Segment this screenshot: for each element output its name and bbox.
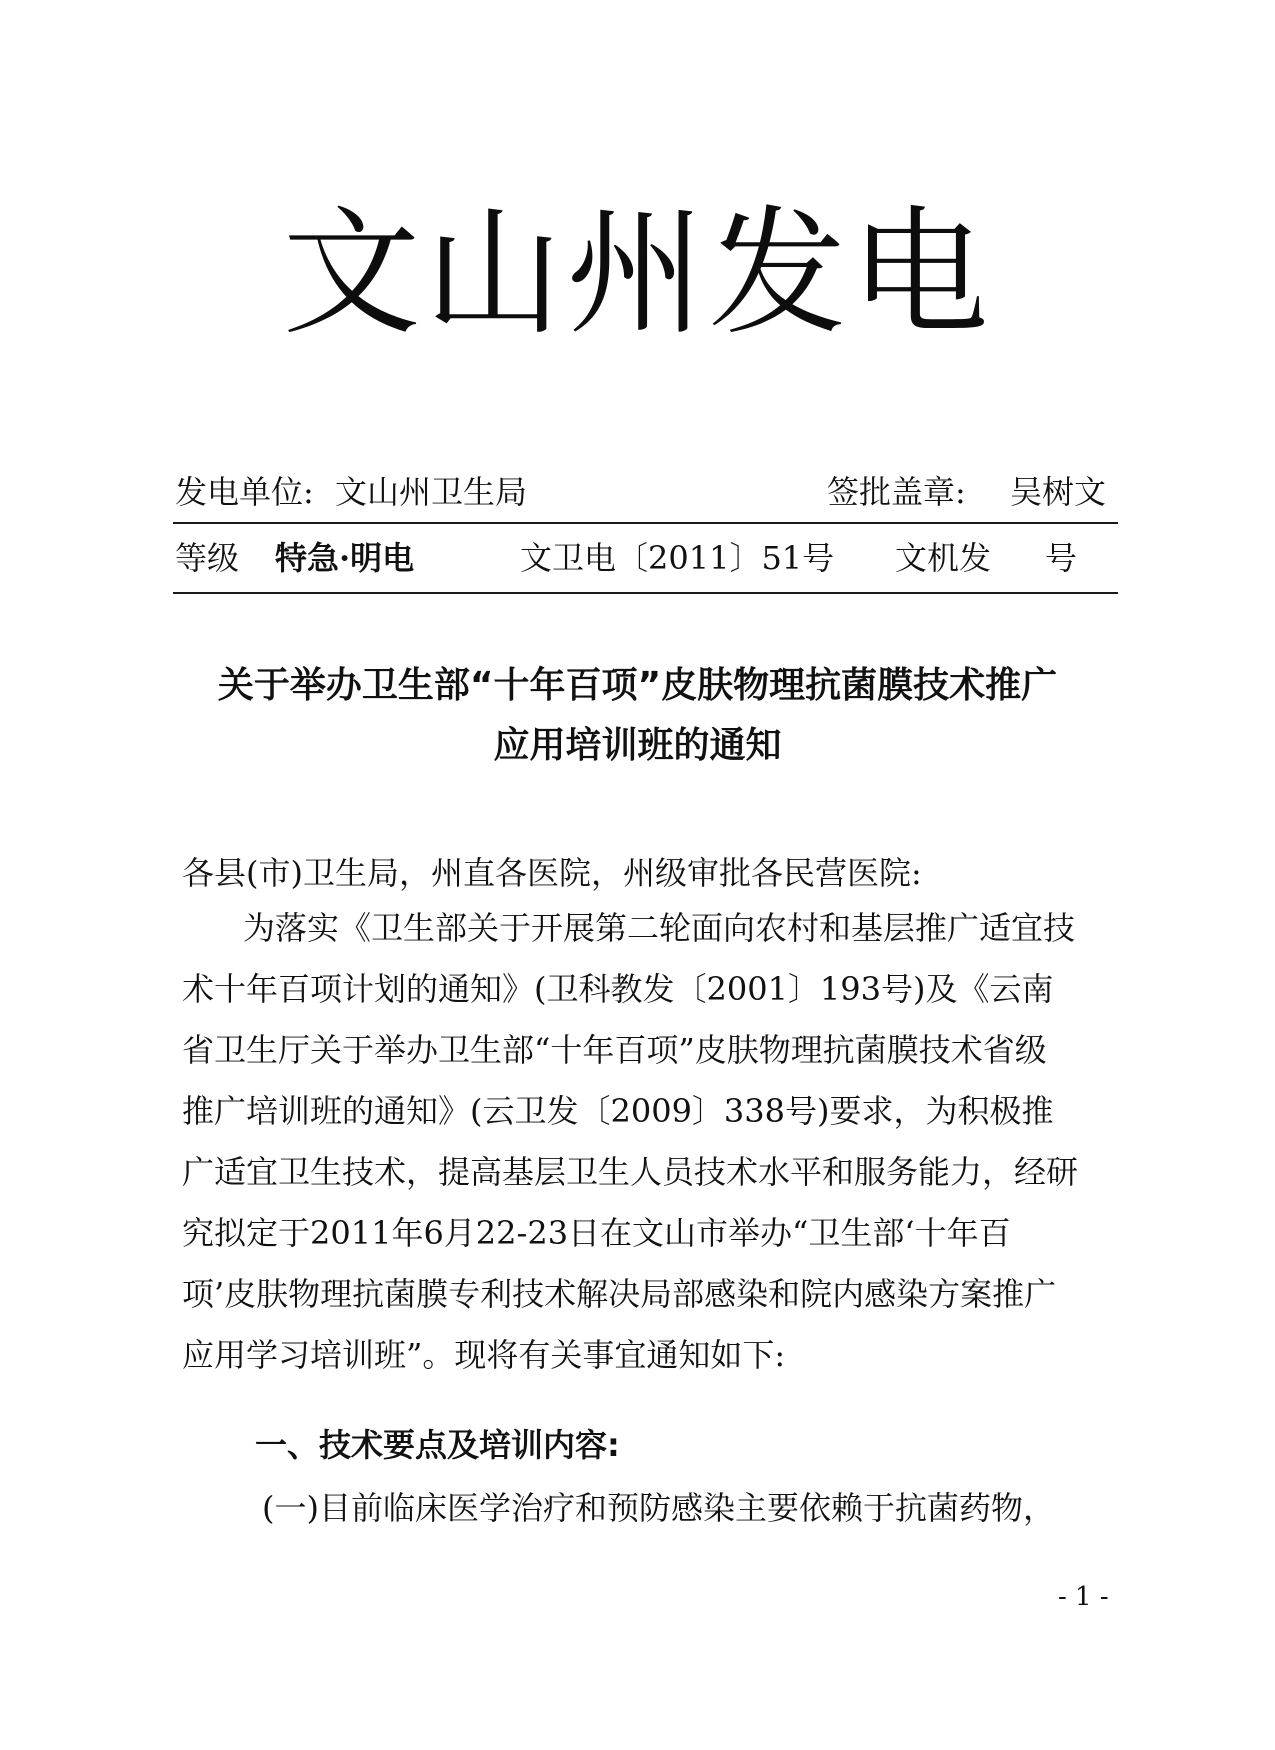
section-1-first-line: (一)目前临床医学治疗和预防感染主要依赖于抗菌药物， [262, 1489, 1055, 1527]
sender-value: 文山州卫生局 [335, 473, 528, 511]
office-label: 文机发 [895, 539, 992, 577]
grade-value: 特急·明电 [275, 539, 415, 577]
sender-label: 发电单位: [175, 473, 314, 511]
notice-title-line-1: 关于举办卫生部“十年百项”皮肤物理抗菌膜技术推广 [217, 665, 1058, 706]
body-line: 省卫生厅关于举办卫生部“十年百项”皮肤物理抗菌膜技术省级 [182, 1031, 1047, 1069]
notice-title-line-2: 应用培训班的通知 [493, 725, 782, 766]
header-rule-bottom [173, 592, 1118, 594]
body-line: 应用学习培训班”。现将有关事宜通知如下: [182, 1336, 786, 1374]
body-line: 项’皮肤物理抗菌膜专利技术解决局部感染和院内感染方案推广 [182, 1275, 1057, 1313]
body-line: 推广培训班的通知》(云卫发〔2009〕338号)要求，为积极推 [182, 1092, 1054, 1130]
body-line: 广适宜卫生技术，提高基层卫生人员技术水平和服务能力，经研 [182, 1153, 1079, 1191]
approval-value: 吴树文 [1010, 473, 1107, 511]
section-heading-1: 一、技术要点及培训内容: [255, 1426, 620, 1464]
grade-label: 等级 [175, 539, 240, 577]
masthead-title: 文山州发电 [282, 193, 993, 354]
body-line: 为落实《卫生部关于开展第二轮面向农村和基层推广适宜技 [243, 909, 1076, 947]
approval-label: 签批盖章: [827, 473, 966, 511]
salutation: 各县(市)卫生局，州直各医院，州级审批各民营医院: [182, 854, 922, 892]
body-line: 术十年百项计划的通知》(卫科教发〔2001〕193号)及《云南 [182, 970, 1054, 1008]
header-rule-top [173, 522, 1118, 524]
office-suffix: 号 [1045, 539, 1078, 577]
document-number: 文卫电〔2011〕51号 [520, 539, 835, 577]
page-number: - 1 - [1058, 1582, 1109, 1612]
body-line: 究拟定于2011年6月22-23日在文山市举办“卫生部‘十年百 [182, 1214, 1011, 1252]
